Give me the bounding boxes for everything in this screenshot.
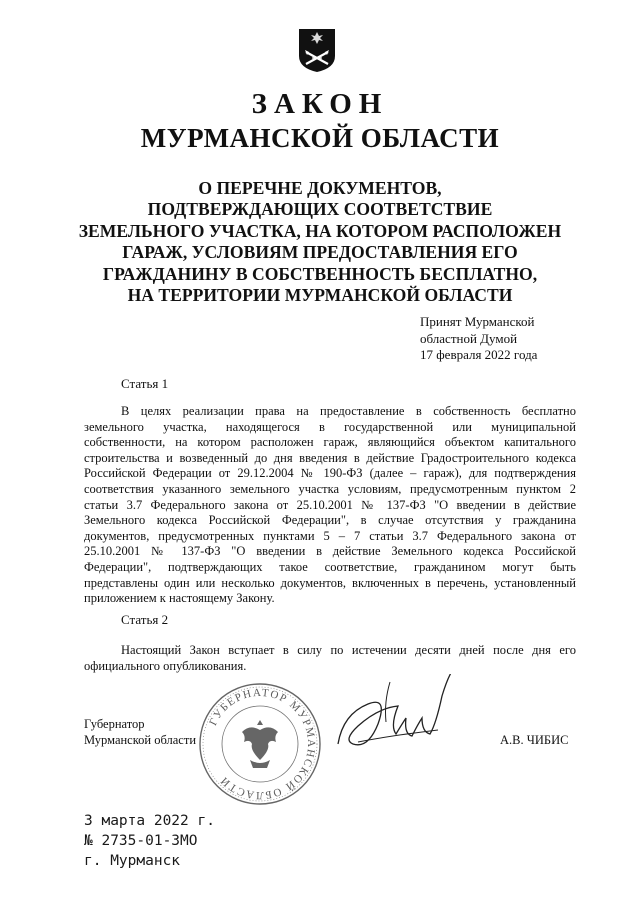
article-2-heading: Статья 2 xyxy=(121,612,169,627)
governor-title xyxy=(84,717,196,748)
text-line: Российской Федерации от 29.12.2004 № 190-ФЗ (далее – гараж), для подтверждения xyxy=(84,466,576,481)
registration-block xyxy=(84,811,215,871)
text-line: документов, предусмотренных пунктами 5 – 7 статьи 3.7 Федерального закона от xyxy=(84,528,576,543)
seal-text: ГУБЕРНАТОР МУРМАНСКОЙ ОБЛАСТИ xyxy=(207,686,318,802)
text-line: статьи 3.7 Федерального закона от 25.10.2001 № 137-ФЗ "О введении в действие xyxy=(84,497,576,512)
text-line: представлены один или несколько документов, включенных в перечень, установленный xyxy=(84,575,576,590)
text-line: Федерации", подтверждающих такое соответствие, гражданином могут быть xyxy=(84,559,576,574)
text-line: земельного участка, находящегося в государственной или муниципальной xyxy=(84,419,576,434)
governor-name: А.В. ЧИБИС xyxy=(500,733,569,747)
subject-line: ГРАЖДАНИНУ В СОБСТВЕННОСТЬ БЕСПЛАТНО, xyxy=(102,263,538,284)
text-line: строительства и возведенный до дня введения в действие Градостроительного кодекса xyxy=(84,450,576,465)
article-2-text xyxy=(84,643,576,674)
law-title: ЗАКОН xyxy=(251,88,389,120)
text-line: Настоящий Закон вступает в силу по истечении десяти дней после дня его xyxy=(121,643,576,657)
article-1-text xyxy=(84,404,576,607)
adoption-line: областной Думой xyxy=(420,330,518,346)
adoption-line: Принят Мурманской xyxy=(420,314,535,329)
governor-title-line: Губернатор xyxy=(84,717,145,731)
subject-line: ПОДТВЕРЖДАЮЩИХ СООТВЕТСТВИЕ xyxy=(147,199,493,220)
law-region-title: МУРМАНСКОЙ ОБЛАСТИ xyxy=(140,123,500,153)
governor-title-line: Мурманской области xyxy=(84,732,197,747)
text-line: приложением к настоящему Закону. xyxy=(84,591,275,606)
subject-line: НА ТЕРРИТОРИИ МУРМАНСКОЙ ОБЛАСТИ xyxy=(127,285,513,306)
handwritten-signature-icon xyxy=(328,674,468,774)
law-subject xyxy=(60,178,580,306)
text-line: официального опубликования. xyxy=(84,658,247,673)
adoption-date: 17 февраля 2022 года xyxy=(420,347,538,362)
registration-city: г. Мурманск xyxy=(84,853,181,869)
text-line: 25.10.2001 № 137-ФЗ "О введении в действие Земельного кодекса Российской xyxy=(84,544,576,559)
subject-line: ЗЕМЕЛЬНОГО УЧАСТКА, НА КОТОРОМ РАСПОЛОЖЕН xyxy=(78,220,562,241)
registration-date: 3 марта 2022 г. xyxy=(84,813,215,829)
subject-line: О ПЕРЕЧНЕ ДОКУМЕНТОВ, xyxy=(198,178,442,198)
text-line: собственности, на котором расположен гараж, являющийся объектом капитального xyxy=(84,435,576,450)
registration-number: № 2735-01-ЗМО xyxy=(84,833,198,849)
article-1-heading: Статья 1 xyxy=(121,376,169,391)
text-line: Земельного кодекса Российской Федерации", в случае отсутствия у гражданина xyxy=(84,513,576,528)
coat-of-arms-icon xyxy=(296,26,338,74)
subject-line: ГАРАЖ, УСЛОВИЯМ ПРЕДОСТАВЛЕНИЯ ЕГО xyxy=(122,242,518,263)
text-line: соответствия указанного земельного участка условиям, предусмотренным пунктом 2 xyxy=(84,481,576,496)
text-line: В целях реализации права на предоставление в собственность бесплатно xyxy=(121,404,576,418)
official-seal-icon xyxy=(196,680,324,808)
adoption-note xyxy=(420,314,537,364)
